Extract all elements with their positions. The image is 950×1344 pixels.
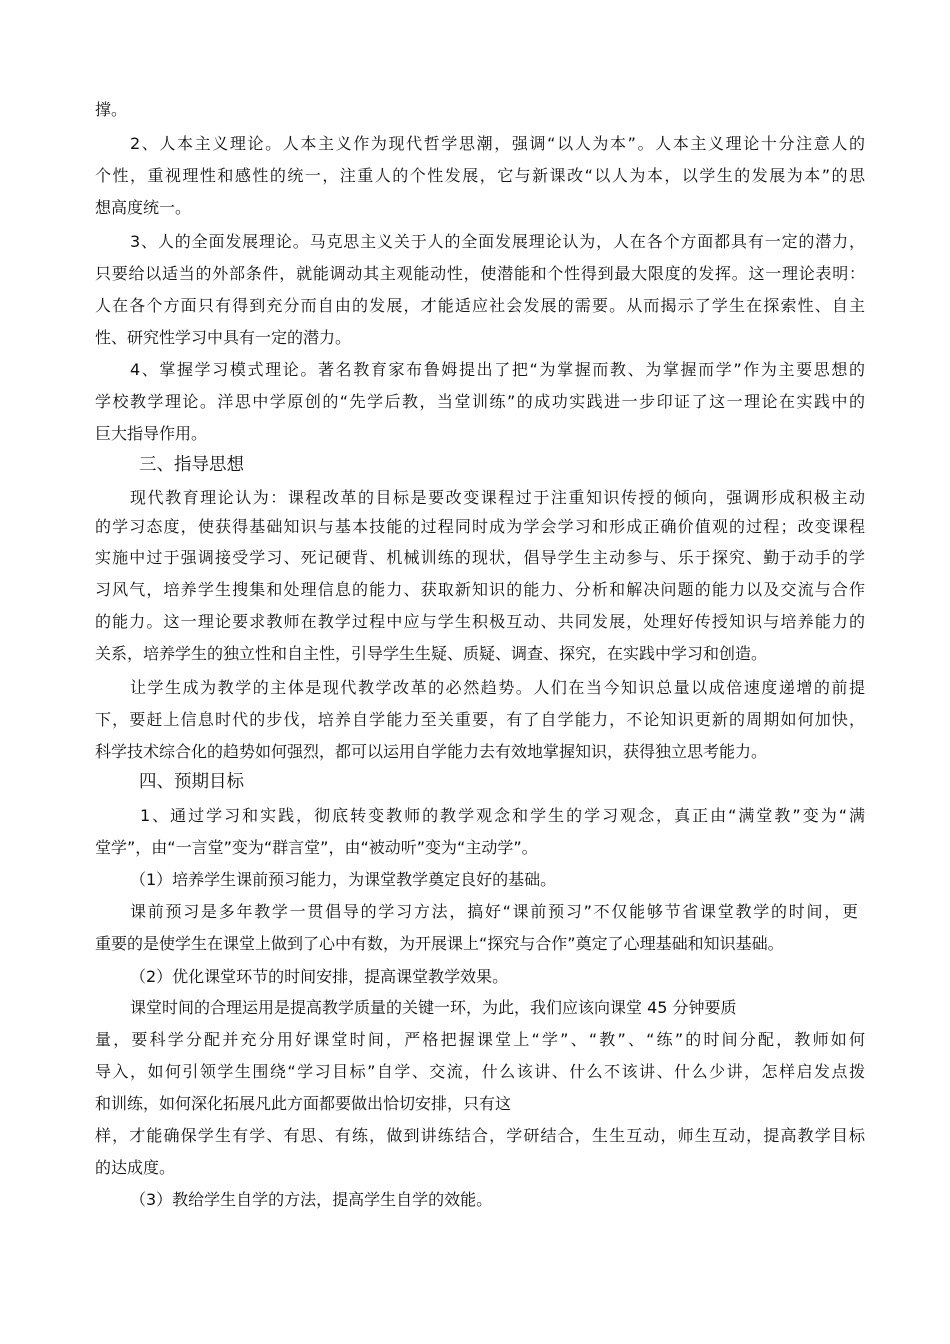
text-line: 1、通过学习和实践，彻底转变教师的教学观念和学生的学习观念，真正由“满堂教”变为“满 <box>140 806 865 825</box>
text-line: （1）培养学生课前预习能力，为课堂教学奠定良好的基础。 <box>130 870 557 889</box>
text-line: 课堂时间的合理运用是提高教学质量的关键一环，为此，我们应该向课堂 45 分钟要质 <box>130 998 737 1017</box>
text-line: 重要的是使学生在课堂上做到了心中有数，为开展课上“探究与合作”奠定了心理基础和知识基础。 <box>95 934 784 953</box>
text-line: 3、人的全面发展理论。马克思主义关于人的全面发展理论认为，人在各个方面都具有一定的潜力， <box>130 232 865 251</box>
text-line: 实施中过于强调接受学习、死记硬背、机械训练的现状，倡导学生主动参与、乐于探究、勤于动手的学 <box>95 548 865 567</box>
text-line: 学校教学理论。洋思中学原创的“先学后教，当堂训练”的成功实践进一步印证了这一理论在实践中的 <box>95 392 865 411</box>
text-line: 样，才能确保学生有学、有思、有练，做到讲练结合，学研结合，生生互动，师生互动，提高教学目标 <box>95 1126 865 1145</box>
text-line: 堂学”，由“一言堂”变为“群言堂”，由“被动听”变为“主动学”。 <box>95 838 538 857</box>
text-line: 想高度统一。 <box>95 198 192 217</box>
text-line: 2、人本主义理论。人本主义作为现代哲学思潮，强调“以人为本”。人本主义理论十分注意人的 <box>130 134 865 153</box>
text-line: （3）教给学生自学的方法，提高学生自学的效能。 <box>130 1190 493 1209</box>
text-line: 导入，如何引领学生围绕“学习目标”自学、交流，什么该讲、什么不该讲、什么少讲，怎样启发点拨 <box>95 1062 865 1081</box>
text-line: 个性，重视理性和感性的统一，注重人的个性发展，它与新课改“以人为本，以学生的发展为本”的思 <box>95 166 865 185</box>
text-line: 撑。 <box>95 100 128 119</box>
text-line: 的能力。这一理论要求教师在教学过程中应与学生积极互动、共同发展，处理好传授知识与培养能力的 <box>95 612 865 631</box>
text-line: 现代教育理论认为：课程改革的目标是要改变课程过于注重知识传授的倾向，强调形成积极主动 <box>130 488 865 507</box>
text-line: 课前预习是多年教学一贯倡导的学习方法，搞好“课前预习”不仅能够节省课堂教学的时间，更 <box>130 902 858 921</box>
text-line: 下，要赶上信息时代的步伐，培养自学能力至关重要，有了自学能力，不论知识更新的周期如何加快， <box>95 710 865 729</box>
text-line: 4、掌握学习模式理论。著名教育家布鲁姆提出了把“为掌握而教、为掌握而学”作为主要思想的 <box>130 360 865 379</box>
text-line: 的学习态度，使获得基础知识与基本技能的过程同时成为学会学习和形成正确价值观的过程；改变课程 <box>95 517 865 536</box>
text-line: 量，要科学分配并充分用好课堂时间，严格把握课堂上“学”、“教”、“练”的时间分配，教师如何 <box>95 1030 865 1049</box>
text-line: 科学技术综合化的趋势如何强烈，都可以运用自学能力去有效地掌握知识，获得独立思考能力。 <box>95 742 768 761</box>
text-line: 人在各个方面只有得到充分而自由的发展，才能适应社会发展的需要。从而揭示了学生在探索性、自主 <box>95 296 865 315</box>
section-heading: 三、指导思想 <box>139 455 244 475</box>
section-heading: 四、预期目标 <box>139 772 244 792</box>
text-line: （2）优化课堂环节的时间安排，提高课堂教学效果。 <box>130 967 509 986</box>
text-line: 习风气，培养学生搜集和处理信息的能力、获取新知识的能力、分析和解决问题的能力以及交流与合作 <box>95 580 865 599</box>
text-line: 性、研究性学习中具有一定的潜力。 <box>95 328 352 347</box>
text-line: 和训练，如何深化拓展凡此方面都要做出恰切安排，只有这 <box>95 1094 512 1113</box>
text-line: 关系，培养学生的独立性和自主性，引导学生生疑、质疑、调查、探究，在实践中学习和创造。 <box>95 644 768 663</box>
text-line: 只要给以适当的外部条件，就能调动其主观能动性，使潜能和个性得到最大限度的发挥。这一理论表明： <box>95 264 865 283</box>
text-line: 的达成度。 <box>95 1158 176 1177</box>
text-line: 巨大指导作用。 <box>95 424 208 443</box>
text-line: 让学生成为教学的主体是现代教学改革的必然趋势。人们在当今知识总量以成倍速度递增的前提 <box>130 678 865 697</box>
